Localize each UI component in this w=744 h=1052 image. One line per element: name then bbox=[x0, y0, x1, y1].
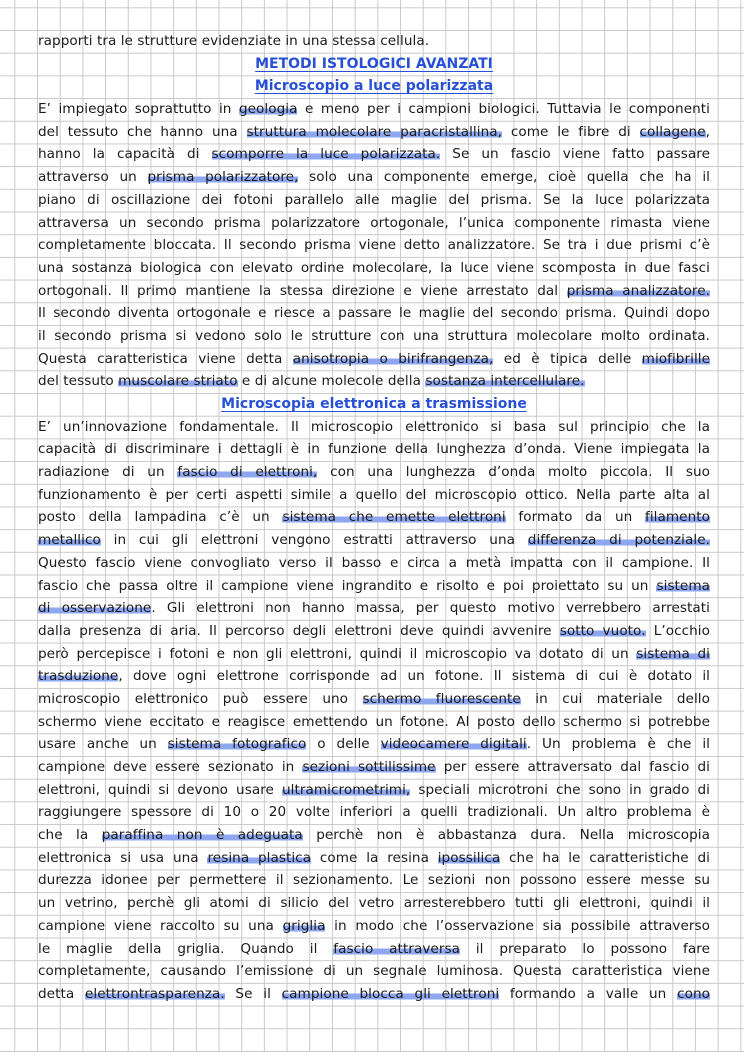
text-line bbox=[38, 348, 710, 371]
text-line bbox=[38, 143, 710, 166]
text-line bbox=[38, 302, 710, 325]
text-run: come le fibre di bbox=[502, 123, 640, 140]
text-line bbox=[38, 438, 710, 461]
text-run: in cui gli elettroni vengono estratti attraverso una bbox=[100, 532, 528, 549]
text-run: detta bbox=[38, 985, 85, 1002]
section-heading bbox=[38, 53, 710, 76]
highlighted-term: di osservazione bbox=[38, 600, 152, 617]
text-line bbox=[38, 189, 710, 212]
text-run: completamente, causando l’emissione di un segnale luminosa. Questa caratteristica viene bbox=[38, 963, 710, 980]
text-line bbox=[38, 98, 710, 121]
text-line bbox=[38, 869, 710, 892]
text-line bbox=[38, 779, 710, 802]
highlighted-term: videocamere digitali bbox=[380, 736, 527, 753]
text-line bbox=[38, 506, 710, 529]
text-run: fascio che passa oltre il campione viene ingrandito e risolto e poi proiettato su un bbox=[38, 577, 657, 594]
text-run: raggiungere spessore di 10 o 20 volte inferiori a quelli tradizionali. Un altro problema è bbox=[38, 804, 710, 821]
text-line bbox=[38, 960, 710, 983]
text-run: speciali microtroni che sono in grado di bbox=[410, 781, 710, 798]
text-run: E’ un’innovazione fondamentale. Il microscopio elettronico si basa sul principio che la bbox=[38, 418, 710, 435]
text-run: Il secondo diventa ortogonale e riesce a passare le maglie del secondo prisma. Quindi dopo bbox=[38, 305, 710, 322]
highlighted-term: muscolare striato bbox=[118, 373, 238, 390]
text-line bbox=[38, 620, 710, 643]
highlighted-term: filamento bbox=[645, 509, 710, 526]
text-line bbox=[38, 325, 710, 348]
highlighted-term: schermo fluorescente bbox=[362, 690, 521, 707]
notebook-page bbox=[38, 30, 710, 1006]
text-run: ed è tipica delle bbox=[493, 350, 642, 367]
text-run: e meno per i campioni biologici. Tuttavia le componenti bbox=[297, 101, 710, 118]
highlighted-term: sostanza intercellulare. bbox=[425, 373, 585, 390]
section-heading-text: Microscopia elettronica a trasmissione bbox=[221, 396, 527, 412]
text-run: Se un fascio viene fatto passare bbox=[440, 146, 710, 163]
text-run: schermo viene eccitato e reagisce emettendo un fotone. Al posto dello schermo si potrebbe bbox=[38, 713, 710, 730]
highlighted-term: geologia bbox=[238, 101, 298, 118]
text-run: funzionamento è per certi aspetti simile a quello del microscopio ottico. Nella parte alta al bbox=[38, 486, 710, 503]
text-line bbox=[38, 801, 710, 824]
text-line bbox=[38, 280, 710, 303]
text-line bbox=[38, 847, 710, 870]
text-line bbox=[38, 665, 710, 688]
text-run: piano di oscillazione dei fotoni parallelo alle maglie del prisma. Se la luce polarizzata bbox=[38, 191, 710, 208]
text-run: che ha le caratteristiche di bbox=[500, 849, 710, 866]
highlighted-term: anisotropia o birifrangenza, bbox=[292, 350, 494, 367]
text-run: una sostanza biologica con elevato ordine molecolare, la luce viene scomposta in due fasci bbox=[38, 259, 710, 276]
text-line bbox=[38, 938, 710, 961]
text-line bbox=[38, 166, 710, 189]
section-heading bbox=[38, 393, 710, 416]
highlighted-term: ipossilica bbox=[437, 849, 501, 866]
text-run: del tessuto che hanno una bbox=[38, 123, 247, 140]
text-run: del tessuto bbox=[38, 373, 119, 390]
highlighted-term: paraffina non è adeguata bbox=[101, 827, 303, 844]
section-heading bbox=[38, 75, 710, 98]
highlighted-term: fascio attraversa bbox=[333, 940, 460, 957]
text-line bbox=[38, 529, 710, 552]
text-run: attraverso un bbox=[38, 169, 148, 186]
text-run: posto della lampadina c’è un bbox=[38, 509, 283, 526]
section-heading-text: Microscopio a luce polarizzata bbox=[254, 78, 494, 95]
text-line bbox=[38, 643, 710, 666]
text-run: come la resina bbox=[311, 849, 438, 866]
text-run: con una lunghezza d’onda molto piccola. Il suo bbox=[317, 464, 710, 481]
text-run: dalla presenza di aria. Il percorso degli elettroni deve quindi avvenire bbox=[38, 622, 560, 639]
text-line bbox=[38, 711, 710, 734]
text-line bbox=[38, 756, 710, 779]
text-run: però percepisce i fotoni e non gli elettroni, quindi il microscopio va dotato di un bbox=[38, 645, 637, 662]
text-run: un vetrino, perchè gli atomi di silicio del vetro arresterebbero tutti gli elettroni, quindi il bbox=[38, 895, 710, 912]
text-run: , dove ogni elettrone corrisponde ad un fotone. Il sistema di cui è dotato il bbox=[118, 668, 710, 685]
text-line bbox=[38, 915, 710, 938]
text-line bbox=[38, 575, 710, 598]
text-run: perchè non è abbastanza dura. Nella microscopia bbox=[302, 827, 710, 844]
text-line bbox=[38, 370, 710, 393]
text-run: che la bbox=[38, 827, 102, 844]
text-line bbox=[38, 484, 710, 507]
text-run: e di alcune molecole della bbox=[237, 373, 426, 390]
text-run: campione deve essere sezionato in bbox=[38, 759, 303, 775]
text-run: radiazione di un bbox=[38, 464, 178, 481]
text-run: formato da un bbox=[505, 509, 645, 526]
text-run: in modo che l’osservazione sia possibile attraverso bbox=[325, 917, 710, 934]
text-line bbox=[38, 212, 710, 235]
text-run: L’occhio bbox=[645, 622, 710, 639]
text-run: il secondo prisma si vedono solo le strutture con una struttura molecolare molto ordinata. bbox=[38, 327, 710, 344]
text-line bbox=[38, 824, 710, 847]
text-run: o delle bbox=[306, 736, 381, 753]
highlighted-term: griglia bbox=[282, 917, 326, 934]
text-run: Se il bbox=[224, 985, 282, 1002]
text-line bbox=[38, 552, 710, 575]
text-run: rapporti tra le strutture evidenziate in una stessa cellula. bbox=[38, 33, 430, 49]
highlighted-term: sistema di bbox=[636, 645, 710, 662]
highlighted-term: resina plastica bbox=[207, 849, 312, 866]
text-run: elettroni, quindi si devono usare bbox=[38, 781, 282, 798]
text-line bbox=[38, 733, 710, 756]
text-run: Questa caratteristica viene detta bbox=[38, 350, 293, 367]
text-run: campione viene raccolto su una bbox=[38, 917, 283, 934]
text-run: ortogonali. Il primo mantiene la stessa direzione e viene arrestato dal bbox=[38, 282, 567, 299]
highlighted-term: sistema bbox=[656, 577, 710, 594]
text-run: per essere attraversato dal fascio di bbox=[435, 759, 710, 775]
highlighted-term: ultramicrometrimi, bbox=[282, 781, 411, 798]
text-run: in cui materiale dello bbox=[520, 690, 710, 707]
highlighted-term: differenza di potenziale. bbox=[527, 532, 710, 549]
text-line bbox=[38, 597, 710, 620]
highlighted-term: sistema fotografico bbox=[167, 736, 307, 753]
section-heading-text: METODI ISTOLOGICI AVANZATI bbox=[255, 55, 493, 72]
text-run: Questo fascio viene convogliato verso il basso e circa a metà impatta con il campione. Il bbox=[38, 554, 710, 571]
highlighted-term: sistema che emette elettroni bbox=[282, 509, 506, 526]
text-line bbox=[38, 121, 710, 144]
highlighted-term: cono bbox=[677, 985, 710, 1002]
highlighted-term: elettrontrasparenza. bbox=[84, 985, 225, 1002]
highlighted-term: sotto vuoto. bbox=[559, 622, 646, 639]
text-line bbox=[38, 234, 710, 257]
highlighted-term: prisma analizzatore. bbox=[566, 282, 710, 299]
highlighted-term: prisma polarizzatore, bbox=[147, 169, 299, 186]
highlighted-term: collagene bbox=[639, 123, 706, 140]
text-line bbox=[38, 30, 710, 53]
highlighted-term: trasduzione bbox=[38, 668, 119, 685]
text-run: le maglie della griglia. Quando il bbox=[38, 940, 334, 957]
text-run: . Gli elettroni non hanno massa, per questo motivo verrebbero arrestati bbox=[151, 600, 710, 617]
highlighted-term: miofibrille bbox=[641, 350, 711, 367]
highlighted-term: fascio di elettroni, bbox=[177, 464, 318, 481]
text-run: il preparato lo possono fare bbox=[459, 940, 710, 957]
text-run: solo una componente emerge, cioè quella che ha il bbox=[298, 169, 710, 186]
highlighted-term: scomporre la luce polarizzata. bbox=[211, 146, 441, 163]
text-run: usare anche un bbox=[38, 736, 168, 753]
text-line bbox=[38, 416, 710, 439]
text-run: hanno la capacità di bbox=[38, 146, 212, 163]
text-run: , bbox=[705, 123, 710, 140]
highlighted-term: campione blocca gli elettroni bbox=[281, 985, 500, 1002]
text-run: capacità di discriminare i dettagli è in funzione della lunghezza d’onda. Viene impiegata la bbox=[38, 441, 710, 458]
text-run: elettronica si usa una bbox=[38, 849, 208, 866]
text-run: . Un problema è che il bbox=[526, 736, 711, 753]
text-run: durezza idonee per permettere il sezionamento. Le sezioni non possono essere messe su bbox=[38, 872, 710, 889]
text-line bbox=[38, 983, 710, 1006]
text-line bbox=[38, 688, 710, 711]
highlighted-term: metallico bbox=[38, 532, 101, 549]
highlighted-term: struttura molecolare paracristallina, bbox=[246, 123, 503, 140]
text-run: formando a valle un bbox=[499, 985, 678, 1002]
text-line bbox=[38, 257, 710, 280]
highlighted-term: sezioni sottilissime bbox=[302, 759, 436, 775]
text-run: microscopio elettronico può essere uno bbox=[38, 690, 363, 707]
text-run: E’ impiegato soprattutto in bbox=[38, 101, 239, 118]
text-run: attraversa un secondo prisma polarizzatore ortogonale, l’unica componente rimasta viene bbox=[38, 214, 710, 231]
text-line bbox=[38, 892, 710, 915]
text-run: completamente bloccata. Il secondo prisma viene detto analizzatore. Se tra i due prismi c’è bbox=[38, 237, 710, 254]
text-line bbox=[38, 461, 710, 484]
